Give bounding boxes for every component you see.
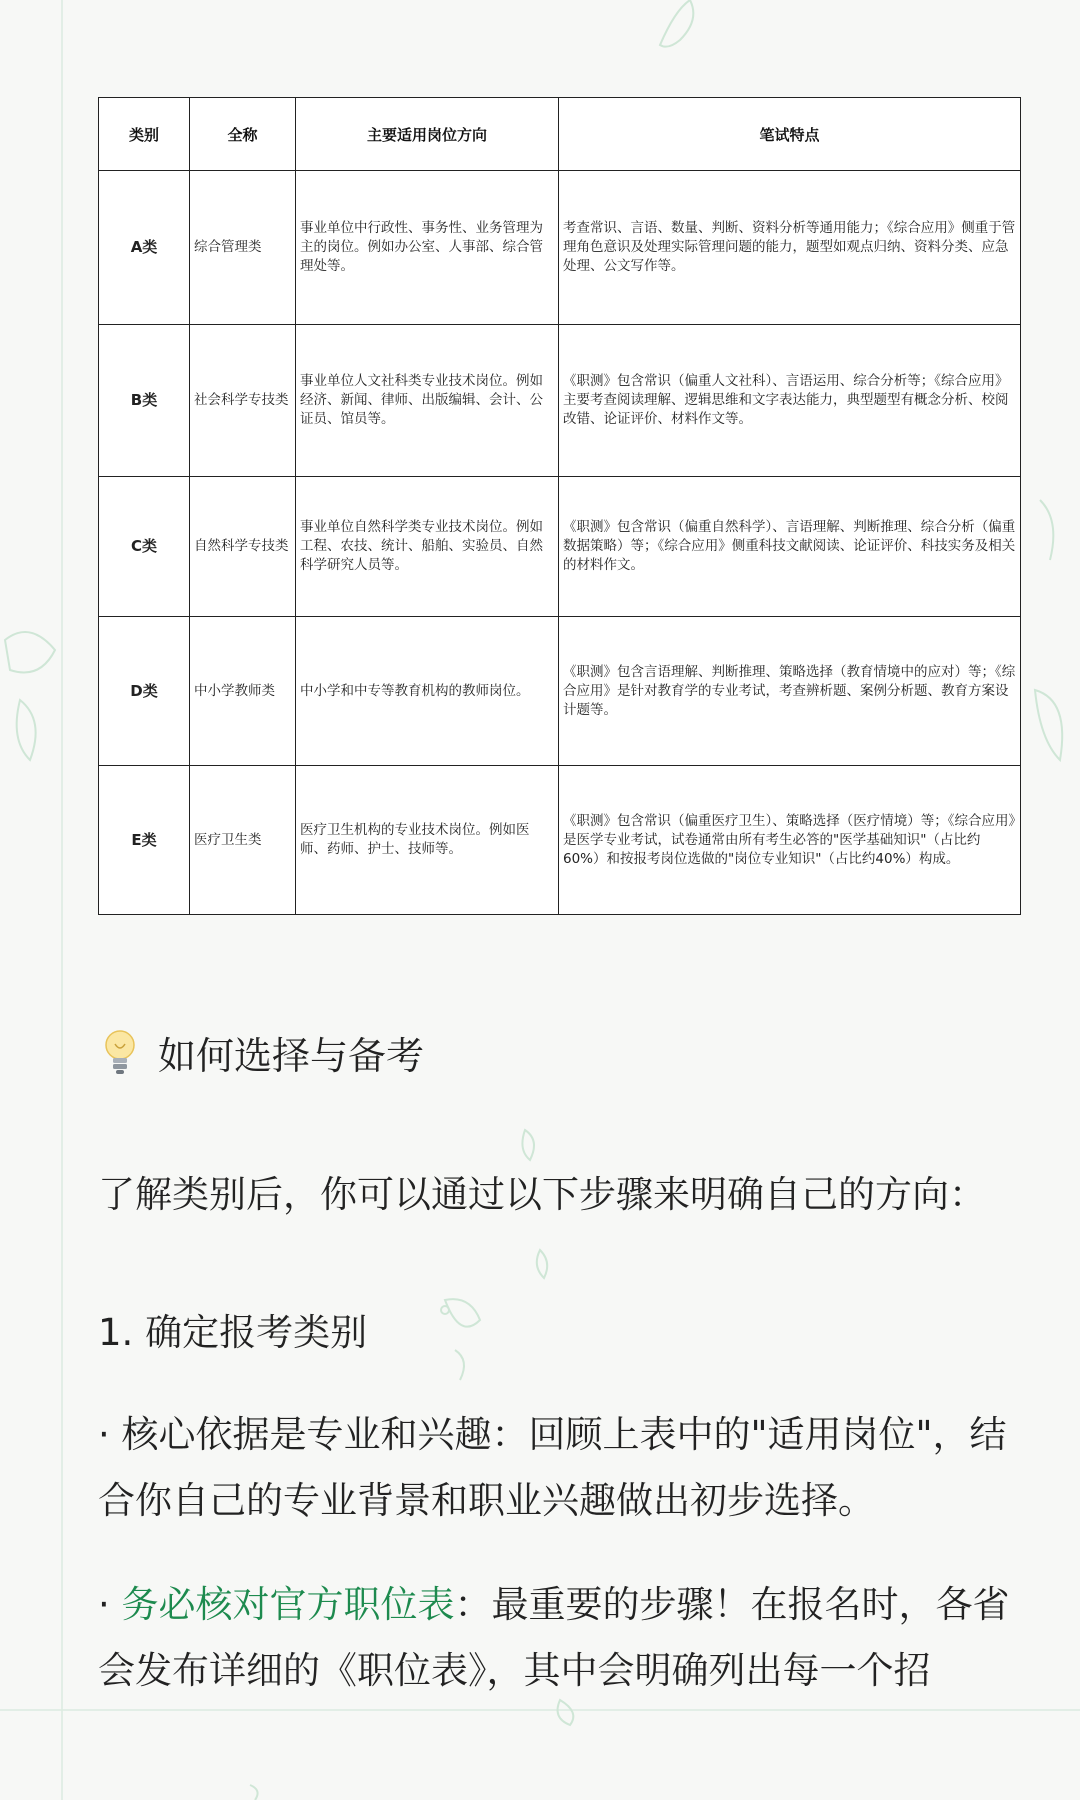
row-positions: 事业单位自然科学类专业技术岗位。例如工程、农技、统计、船舶、实验员、自然科学研究人员等。	[296, 477, 559, 617]
table-row	[99, 171, 1021, 325]
bullet-prefix: ·	[98, 1583, 122, 1626]
table-row	[99, 766, 1021, 915]
row-positions: 事业单位人文社科类专业技术岗位。例如经济、新闻、律师、出版编辑、会计、公证员、馆员等。	[296, 325, 559, 477]
row-positions: 中小学和中专等教育机构的教师岗位。	[296, 617, 559, 766]
header-category: 类别	[99, 98, 190, 171]
row-exam: 《职测》包含常识（偏重医疗卫生）、策略选择（医疗情境）等；《综合应用》是医学专业考试，试卷通常由所有考生必答的"医学基础知识"（占比约60%）和按报考岗位选做的"岗位专业知识"（占比约40%）构成。	[559, 766, 1021, 915]
row-exam: 《职测》包含常识（偏重人文社科）、言语运用、综合分析等；《综合应用》主要考查阅读理解、逻辑思维和文字表达能力，典型题型有概念分析、校阅改错、论证评价、材料作文等。	[559, 325, 1021, 477]
intro-paragraph: 了解类别后，你可以通过以下步骤来明确自己的方向：	[98, 1173, 986, 1216]
highlight-text: 务必核对官方职位表	[121, 1583, 455, 1626]
header-exam-features: 笔试特点	[559, 98, 1021, 171]
bullet-text: ：最重要的步骤！在报名时，各省会发布详细的《职位表》，其中会明确列出每一个招	[98, 1583, 1010, 1692]
row-code: C类	[99, 477, 190, 617]
row-positions: 事业单位中行政性、事务性、业务管理为主的岗位。例如办公室、人事部、综合管理处等。	[296, 171, 559, 325]
row-code: D类	[99, 617, 190, 766]
table-row	[99, 617, 1021, 766]
row-name: 医疗卫生类	[190, 766, 296, 915]
row-code: A类	[99, 171, 190, 325]
row-exam: 《职测》包含常识（偏重自然科学）、言语理解、判断推理、综合分析（偏重数据策略）等；《综合应用》侧重科技文献阅读、论证评价、科技实务及相关的材料作文。	[559, 477, 1021, 617]
row-name: 综合管理类	[190, 171, 296, 325]
row-positions: 医疗卫生机构的专业技术岗位。例如医师、药师、护士、技师等。	[296, 766, 559, 915]
bullet-core-basis: · 核心依据是专业和兴趣：回顾上表中的"适用岗位"，结合你自己的专业背景和职业兴趣做出初步选择。	[98, 1413, 1007, 1522]
section-heading	[100, 1022, 424, 1082]
header-full-name: 全称	[190, 98, 296, 171]
table-header-row	[99, 98, 1021, 171]
table-row	[99, 477, 1021, 617]
table-row	[99, 325, 1021, 477]
step-title: 1. 确定报考类别	[98, 1311, 368, 1354]
row-exam: 考查常识、言语、数量、判断、资料分析等通用能力；《综合应用》侧重于管理角色意识及处理实际管理问题的能力，题型如观点归纳、资料分类、应急处理、公文写作等。	[559, 171, 1021, 325]
row-code: B类	[99, 325, 190, 477]
row-name: 自然科学专技类	[190, 477, 296, 617]
bullet-check-official-table	[98, 1572, 1028, 1704]
row-code: E类	[99, 766, 190, 915]
row-name: 社会科学专技类	[190, 325, 296, 477]
lightbulb-icon	[100, 1028, 140, 1076]
category-table	[98, 97, 1021, 915]
section-title: 如何选择与备考	[158, 1033, 425, 1078]
header-positions: 主要适用岗位方向	[296, 98, 559, 171]
row-exam: 《职测》包含言语理解、判断推理、策略选择（教育情境中的应对）等；《综合应用》是针对教育学的专业考试，考查辨析题、案例分析题、教育方案设计题等。	[559, 617, 1021, 766]
category-table-container	[98, 97, 1020, 914]
row-name: 中小学教师类	[190, 617, 296, 766]
